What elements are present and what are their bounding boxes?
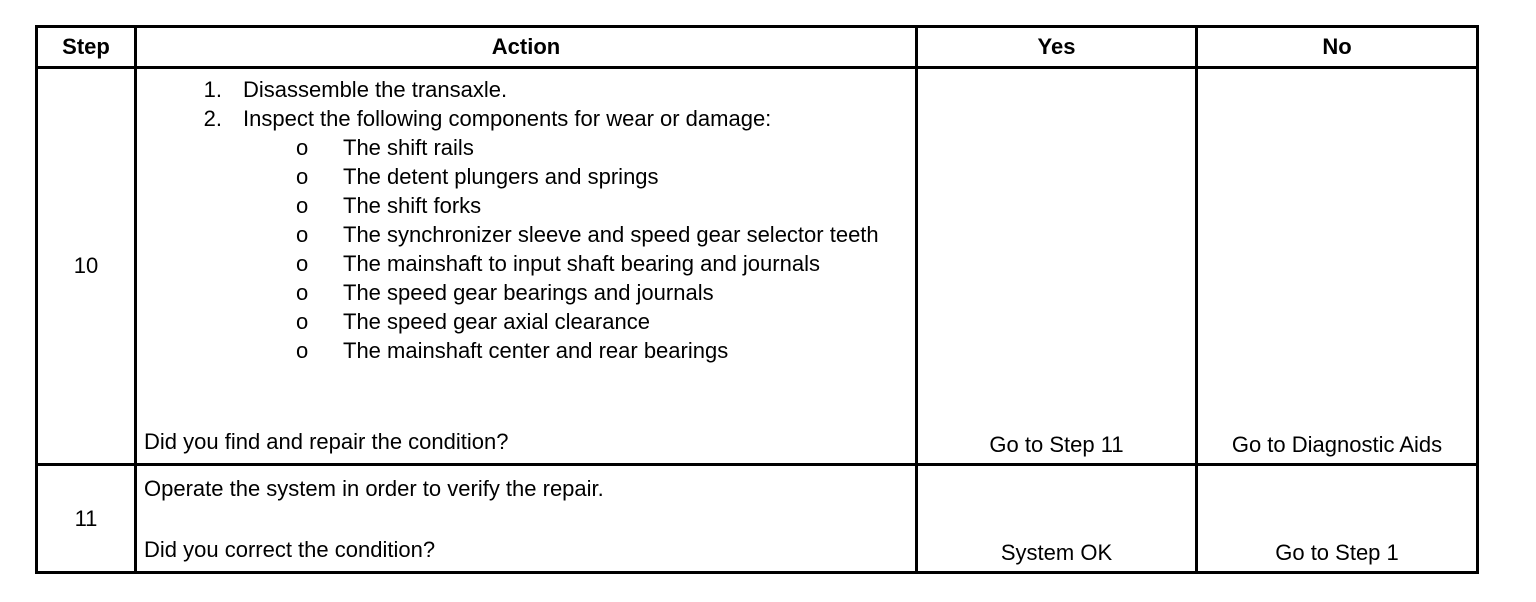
component-text: The detent plungers and springs xyxy=(343,164,659,189)
question-text: Did you find and repair the condition? xyxy=(144,429,509,454)
question-text: Did you correct the condition? xyxy=(144,537,436,562)
no-cell xyxy=(1197,465,1478,573)
instruction-text: Operate the system in order to verify the repair. xyxy=(144,476,604,501)
list-item xyxy=(137,220,915,249)
list-item xyxy=(137,249,915,278)
list-item xyxy=(137,191,915,220)
header-row xyxy=(37,27,1478,68)
diagnostic-table xyxy=(35,25,1479,574)
no-cell xyxy=(1197,68,1478,465)
list-item xyxy=(137,278,915,307)
list-item xyxy=(137,104,915,133)
yes-cell xyxy=(917,68,1197,465)
list-item xyxy=(137,336,915,365)
item-number: 2. xyxy=(203,106,222,131)
header-action: Action xyxy=(136,27,917,68)
component-text: The synchronizer sleeve and speed gear selector teeth xyxy=(343,222,879,247)
list-item xyxy=(137,307,915,336)
no-answer: Go to Diagnostic Aids xyxy=(1231,432,1443,457)
component-text: The mainshaft center and rear bearings xyxy=(343,338,729,363)
table-row xyxy=(37,465,1478,573)
step-number: 10 xyxy=(37,68,136,465)
list-item xyxy=(137,133,915,162)
component-text: The speed gear axial clearance xyxy=(343,309,650,334)
header-no: No xyxy=(1197,27,1478,68)
component-text: The speed gear bearings and journals xyxy=(343,280,714,305)
instruction-list xyxy=(137,75,915,133)
yes-answer: System OK xyxy=(1000,540,1113,565)
action-cell xyxy=(136,465,917,573)
component-text: The shift forks xyxy=(343,193,482,218)
item-text: Inspect the following components for wear or damage: xyxy=(243,106,772,131)
bullet-icon: o xyxy=(296,193,309,218)
bullet-icon: o xyxy=(296,338,309,363)
header-yes: Yes xyxy=(917,27,1197,68)
bullet-icon: o xyxy=(296,135,309,160)
bullet-icon: o xyxy=(296,309,309,334)
bullet-icon: o xyxy=(296,222,309,247)
list-item xyxy=(137,75,915,104)
no-answer: Go to Step 1 xyxy=(1275,540,1399,565)
table-row xyxy=(37,68,1478,465)
bullet-icon: o xyxy=(296,164,309,189)
component-list xyxy=(137,133,915,365)
action-cell xyxy=(136,68,917,465)
yes-cell xyxy=(917,465,1197,573)
header-step: Step xyxy=(37,27,136,68)
step-number: 11 xyxy=(37,465,136,573)
component-text: The mainshaft to input shaft bearing and journals xyxy=(343,251,820,276)
component-text: The shift rails xyxy=(343,135,474,160)
item-number: 1. xyxy=(203,77,222,102)
bullet-icon: o xyxy=(296,251,309,276)
yes-answer: Go to Step 11 xyxy=(989,432,1124,457)
list-item xyxy=(137,162,915,191)
item-text: Disassemble the transaxle. xyxy=(243,77,508,102)
bullet-icon: o xyxy=(296,280,309,305)
